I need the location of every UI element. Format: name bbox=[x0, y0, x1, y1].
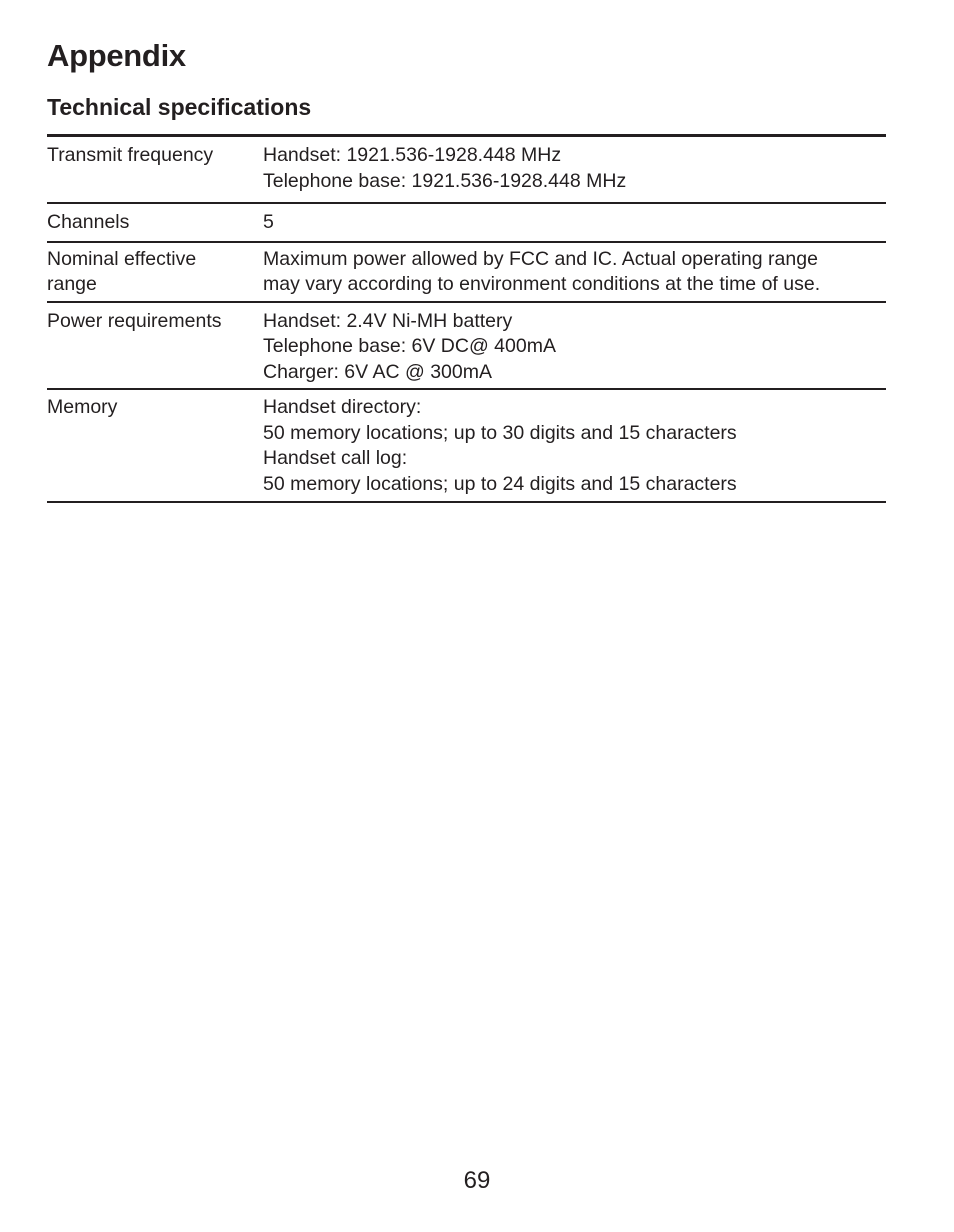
spec-row-channels bbox=[47, 204, 886, 243]
spec-value bbox=[263, 395, 886, 497]
spec-table bbox=[47, 134, 886, 503]
spec-value-line: Handset call log: bbox=[263, 447, 408, 469]
spec-value bbox=[263, 247, 886, 298]
spec-label: Memory bbox=[47, 396, 118, 418]
spec-value-line: Telephone base: 1921.536-1928.448 MHz bbox=[263, 169, 627, 192]
spec-value-line: 50 memory locations; up to 30 digits and 15 characters bbox=[263, 421, 737, 444]
page-number: 69 bbox=[463, 1167, 491, 1194]
spec-value-line: Maximum power allowed by FCC and IC. Actual operating range bbox=[263, 247, 818, 270]
spec-label: Power requirements bbox=[47, 309, 222, 332]
page-title: Appendix bbox=[47, 38, 186, 73]
spec-label: Channels bbox=[47, 211, 130, 233]
spec-row-nominal-effective-range bbox=[47, 243, 886, 303]
spec-value-line: may vary according to environment conditions at the time of use. bbox=[263, 273, 821, 295]
spec-value bbox=[263, 143, 886, 194]
spec-row-transmit-frequency bbox=[47, 137, 886, 204]
section-title: Technical specifications bbox=[47, 94, 312, 120]
spec-value-line: 50 memory locations; up to 24 digits and 15 characters bbox=[263, 472, 737, 495]
spec-row-memory bbox=[47, 390, 886, 503]
spec-value-line: Telephone base: 6V DC@ 400mA bbox=[263, 335, 556, 357]
spec-value-line: Handset: 1921.536-1928.448 MHz bbox=[263, 144, 562, 166]
spec-value bbox=[263, 309, 886, 386]
spec-value-line: Handset: 2.4V Ni-MH battery bbox=[263, 309, 513, 332]
spec-label: Transmit frequency bbox=[47, 144, 214, 166]
spec-label: Nominal effective range bbox=[47, 247, 197, 295]
spec-row-power-requirements bbox=[47, 303, 886, 391]
spec-value-line: Handset directory: bbox=[263, 396, 422, 418]
spec-value-line: Charger: 6V AC @ 300mA bbox=[263, 360, 492, 383]
spec-value bbox=[263, 210, 886, 236]
spec-value-line: 5 bbox=[263, 211, 274, 233]
